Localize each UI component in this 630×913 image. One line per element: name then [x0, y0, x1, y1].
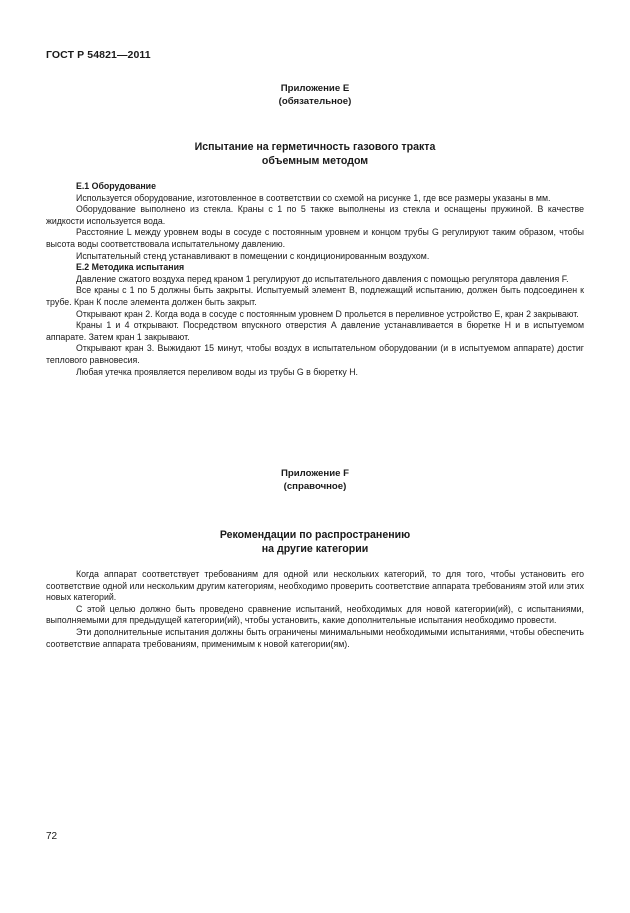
- paragraph: Все краны с 1 по 5 должны быть закрыты. Испытуемый элемент В, подлежащий испытанию, должен быть подсоединен к трубе. Кран К после элемента должен быть закрыт.: [46, 285, 584, 307]
- standard-header: ГОСТ Р 54821—2011: [46, 49, 151, 61]
- paragraph: Расстояние L между уровнем воды в сосуде с постоянным уровнем и концом трубы G регулируют таким образом, чтобы высота воды соответствовала испытательному давлению.: [46, 227, 584, 249]
- paragraph: Оборудование выполнено из стекла. Краны с 1 по 5 также выполнены из стекла и оснащены пружиной. В качестве жидкости используется вода.: [46, 204, 584, 226]
- paragraph: Открывают кран 3. Выжидают 15 минут, чтобы воздух в испытательном оборудовании (и в испытуемом аппарате) достиг теплового равновесия.: [46, 343, 584, 365]
- section-e2-heading: Е.2 Методика испытания: [76, 262, 185, 273]
- annex-f-title-line-1: Рекомендации по распространению: [219, 529, 411, 541]
- annex-e-title-line-2: объемным методом: [261, 155, 369, 167]
- annex-f-heading: [46, 467, 584, 493]
- annex-f-label: Приложение F: [281, 468, 349, 479]
- paragraph: Давление сжатого воздуха перед краном 1 регулируют до испытательного давления с помощью регулятора давления F.: [76, 273, 569, 284]
- annex-f-title: [46, 528, 584, 556]
- paragraph: Когда аппарат соответствует требованиям для одной или нескольких категорий, то для того, чтобы установить его соответствие одной или нескольким другим категориям, необходимо проверить соответствие аппарата требованиям этой или этих новых категорий.: [46, 569, 584, 603]
- annex-f-body: [46, 569, 584, 650]
- section-e1-heading: Е.1 Оборудование: [76, 181, 156, 191]
- paragraph: Испытательный стенд устанавливают в помещении с кондиционированным воздухом.: [76, 250, 430, 261]
- annex-e-status: (обязательное): [278, 96, 352, 107]
- paragraph: Любая утечка проявляется переливом воды из трубы G в бюретку Н.: [76, 366, 359, 377]
- annex-f-status: (справочное): [283, 481, 347, 492]
- paragraph: Используется оборудование, изготовленное в соответствии со схемой на рисунке 1, где все размеры указаны в мм.: [76, 192, 551, 203]
- page-number: 72: [46, 831, 58, 842]
- paragraph: Краны 1 и 4 открывают. Посредством впускного отверстия А давление устанавливается в бюретке Н и в испытуемом аппарате. Затем кран 1 закрывают.: [46, 320, 584, 342]
- annex-e-body: [46, 181, 584, 378]
- annex-e-title-line-1: Испытание на герметичность газового тракта: [194, 141, 436, 153]
- annex-e-label: Приложение E: [280, 83, 350, 94]
- annex-e-heading: [46, 82, 584, 108]
- annex-e-title: [46, 140, 584, 168]
- paragraph: С этой целью должно быть проведено сравнение испытаний, необходимых для новой категории(ий), с испытаниями, выполняемыми для предыдущей категории(ий), чтобы установить, какие дополнительные испытания необходимо провести.: [46, 603, 584, 626]
- paragraph: Эти дополнительные испытания должны быть ограничены минимальными необходимыми испытаниями, чтобы обеспечить соответствие аппарата требованиям, применимым к новой категории(ям).: [46, 626, 584, 649]
- annex-f-title-line-2: на другие категории: [261, 543, 369, 555]
- paragraph: Открывают кран 2. Когда вода в сосуде с постоянным уровнем D прольется в переливное устройство Е, кран 2 закрывают.: [76, 308, 579, 319]
